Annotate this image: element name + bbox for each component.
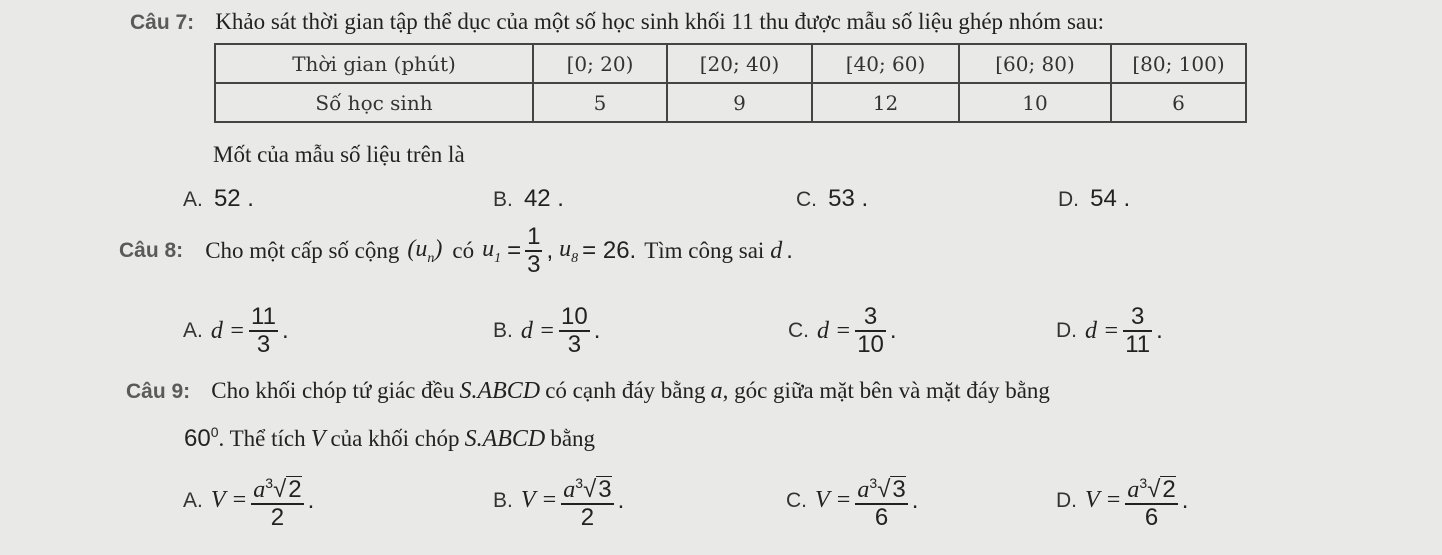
- table-cell: 10: [959, 83, 1111, 122]
- q8-option-b[interactable]: [493, 304, 600, 358]
- subscript: n: [427, 250, 435, 266]
- q9-option-a[interactable]: [183, 470, 314, 531]
- q7-option-b[interactable]: [493, 185, 564, 213]
- fraction: $\frac{a^3√2}{6}$: [1127, 475, 1176, 531]
- option-var: d =: [817, 317, 852, 344]
- option-text: 52 .: [213, 185, 254, 212]
- option-text: 42 .: [523, 185, 564, 212]
- question-9-label: Câu 9:: [126, 380, 191, 403]
- a-variable: a: [563, 477, 576, 503]
- radicand: 3: [892, 476, 906, 503]
- numerator: 3: [1130, 303, 1145, 330]
- table-cell: Số học sinh: [215, 83, 533, 122]
- equals: =: [507, 237, 522, 264]
- table-cell: [20; 40): [667, 44, 812, 83]
- denominator: 3: [527, 251, 541, 278]
- fraction: [559, 304, 590, 358]
- q9-text: Cho khối chóp tứ giác đều: [211, 378, 455, 403]
- q7-option-c[interactable]: [796, 185, 868, 213]
- option-letter: B.: [493, 319, 513, 342]
- table-cell: 6: [1111, 83, 1246, 122]
- denominator: 2: [270, 504, 285, 531]
- q9-option-c[interactable]: [786, 470, 918, 531]
- q8-option-c[interactable]: [788, 304, 897, 358]
- exponent: 3: [575, 475, 584, 491]
- option-text: 54 .: [1090, 185, 1131, 212]
- table-cell: [40; 60): [812, 44, 959, 83]
- comma: ,: [546, 237, 554, 264]
- exponent: 3: [869, 475, 878, 491]
- u8-value: = 26.: [582, 237, 637, 264]
- numerator: 10: [561, 303, 588, 330]
- question-7-text: Khảo sát thời gian tập thể dục của một số học sinh khối 11 thu được mẫu số liệu ghép nhóm sau:: [215, 9, 1104, 34]
- exponent: 3: [1139, 475, 1148, 491]
- d-variable: d: [770, 237, 783, 264]
- option-letter: C.: [796, 188, 817, 211]
- option-var: d =: [520, 317, 556, 344]
- radicand: 3: [598, 476, 612, 503]
- numerator: 3: [863, 303, 878, 330]
- period: .: [307, 486, 315, 514]
- q9-option-d[interactable]: [1056, 470, 1188, 531]
- period: .: [1181, 486, 1189, 514]
- option-letter: C.: [788, 319, 809, 342]
- table-cell: 5: [533, 83, 667, 122]
- option-letter: B.: [493, 188, 513, 211]
- table-row: [215, 83, 1246, 122]
- denominator: 10: [857, 331, 884, 358]
- fraction: $\frac{a^3√3}{6}$: [857, 475, 906, 531]
- u8-symbol: u: [559, 235, 572, 262]
- sequence-symbol: (u: [407, 235, 428, 262]
- denominator: 6: [1144, 504, 1159, 531]
- pyramid-name: S.ABCD: [464, 426, 546, 452]
- period: .: [593, 317, 601, 344]
- period: .: [911, 486, 919, 514]
- q9-text: . Thể tích: [218, 426, 306, 451]
- q9-text: , góc giữa mặt bên và mặt đáy bằng: [722, 378, 1050, 403]
- option-letter: D.: [1056, 319, 1077, 342]
- pyramid-name: S.ABCD: [459, 378, 541, 404]
- q7-option-d[interactable]: [1058, 185, 1130, 213]
- period: .: [1156, 317, 1163, 344]
- data-table: [214, 43, 1247, 123]
- question-8-ask: Tìm công sai: [644, 238, 765, 263]
- denominator: 3: [256, 331, 271, 358]
- subscript: 1: [494, 250, 502, 266]
- option-letter: D.: [1056, 488, 1077, 512]
- option-letter: A.: [183, 188, 203, 211]
- period: .: [617, 486, 625, 514]
- fraction: [855, 304, 886, 358]
- option-var: V =: [815, 487, 852, 513]
- question-8-label: Câu 8:: [119, 239, 184, 262]
- q9-option-b[interactable]: [493, 470, 624, 531]
- fraction: [249, 304, 278, 358]
- a-variable: a: [253, 477, 266, 503]
- question-7-prompt: Mốt của mẫu số liệu trên là: [213, 142, 465, 167]
- q9-text: của khối chóp: [330, 426, 460, 451]
- table-cell: [80; 100): [1111, 44, 1246, 83]
- option-var: V =: [210, 487, 248, 513]
- exponent: 3: [265, 475, 274, 491]
- q9-text: có cạnh đáy bằng: [545, 378, 706, 403]
- table-cell: 9: [667, 83, 812, 122]
- word-co: có: [452, 238, 475, 263]
- denominator: 11: [1125, 331, 1151, 358]
- q7-option-a[interactable]: [183, 185, 254, 213]
- option-letter: A.: [183, 488, 203, 512]
- fraction: [1123, 304, 1152, 358]
- option-letter: D.: [1058, 188, 1079, 211]
- option-var: V =: [1085, 487, 1122, 513]
- subscript: 8: [571, 250, 579, 266]
- denominator: 2: [580, 504, 595, 531]
- period: .: [889, 317, 897, 344]
- table-cell: [0; 20): [533, 44, 667, 83]
- fraction: $\frac{a^3√2}{2}$: [253, 475, 302, 531]
- question-7-label: Câu 7:: [130, 11, 195, 34]
- u1-symbol: u: [482, 235, 495, 262]
- option-text: 53 .: [828, 185, 869, 212]
- option-var: d =: [1085, 317, 1120, 344]
- a-variable: a: [1127, 477, 1140, 503]
- question-8: [119, 224, 793, 278]
- option-letter: B.: [493, 488, 513, 512]
- table-cell: 12: [812, 83, 959, 122]
- option-letter: C.: [786, 488, 807, 512]
- degree-sup: 0: [210, 424, 219, 440]
- question-8-text: Cho một cấp số cộng: [205, 238, 400, 263]
- denominator: 6: [874, 504, 889, 531]
- option-var: d =: [210, 317, 246, 344]
- q8-option-d[interactable]: [1056, 304, 1163, 358]
- numerator: 1: [527, 223, 541, 250]
- question-9: [126, 378, 1050, 405]
- numerator: 11: [251, 303, 276, 330]
- q9-text: bằng: [550, 426, 596, 451]
- table-row: [215, 44, 1246, 83]
- option-letter: A.: [183, 319, 203, 342]
- fraction: $\frac{a^3√3}{2}$: [563, 475, 612, 531]
- a-variable: a: [710, 378, 723, 404]
- table-cell: [60; 80): [959, 44, 1111, 83]
- v-variable: V: [310, 426, 326, 452]
- angle-value: 60: [184, 425, 211, 452]
- a-variable: a: [857, 477, 870, 503]
- period: .: [786, 237, 793, 264]
- q8-option-a[interactable]: [183, 304, 289, 358]
- denominator: 3: [567, 331, 582, 358]
- question-7: [130, 9, 1104, 35]
- radicand: 2: [288, 476, 302, 503]
- paren: ): [434, 235, 443, 262]
- fraction: [525, 224, 542, 278]
- table-cell: Thời gian (phút): [215, 44, 533, 83]
- period: .: [281, 317, 289, 344]
- radicand: 2: [1162, 476, 1176, 503]
- question-9-line-2: [184, 424, 595, 453]
- option-var: V =: [520, 487, 558, 513]
